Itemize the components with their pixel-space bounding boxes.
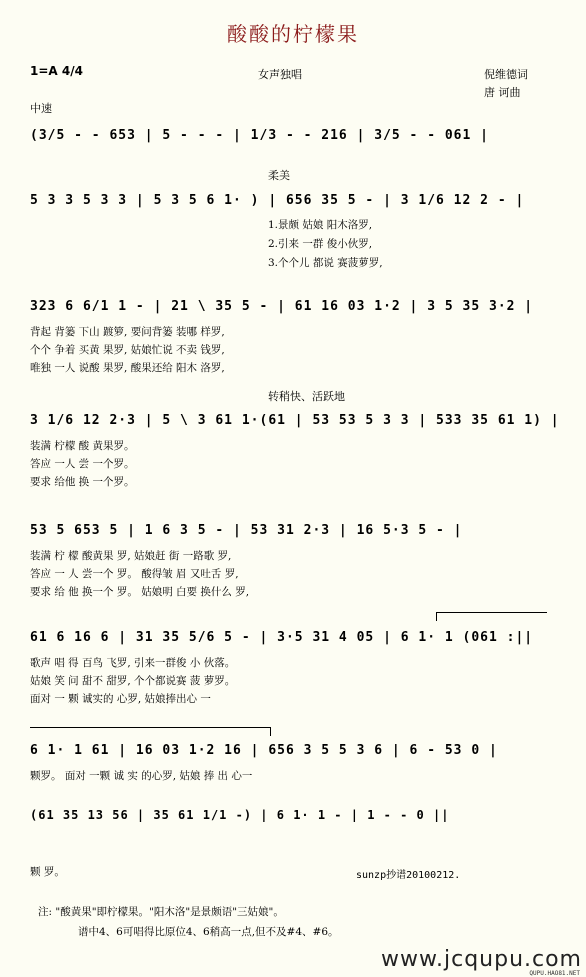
lyric-row-8: 颗 罗。 [30, 866, 65, 878]
lyric-row-2-verse-1: 1.景颇 姑娘 阳木洛罗, [268, 219, 373, 231]
score-row-8: (61 35 13 56 | 35 61 1/1 -) | 6 1· 1 - | 1 - - 0 || [30, 808, 450, 822]
direction-roumei: 柔美 [268, 169, 290, 182]
score-row-3: 323 6 6/1 1 - | 21 \ 35 5 - | 61 16 03 1·2 | 3 5 35 3·2 | [30, 299, 534, 314]
lyric-row-2-verse-3: 3.个个儿 都说 赛菠萝罗, [268, 257, 383, 269]
key-signature [30, 64, 83, 78]
lyric-row-6-verse-3: 面对 一 颗 诚实的 心罗, 姑娘捧出心 一 [30, 693, 211, 705]
score-row-1: (3/5 - - 653 | 5 - - - | 1/3 - - 216 | 3/5 - - 061 | [30, 128, 489, 143]
lyric-row-5-verse-2: 答应 一 人 尝一个 罗。 酸得皱 眉 又吐舌 罗, [30, 568, 239, 580]
composer: 唐 诃曲 [484, 86, 521, 99]
score-row-7: 6 1· 1 61 | 16 03 1·2 16 | 656 3 5 5 3 6 | 6 - 53 0 | [30, 743, 498, 758]
volta-bracket [436, 612, 547, 621]
lyric-row-3-verse-3: 唯独 一人 说酸 果罗, 酸果还给 阳木 洛罗, [30, 362, 225, 374]
transcriber-credit: sunzp抄谱20100212. [356, 870, 461, 881]
lyric-row-6-verse-2: 姑娘 笑 问 甜不 甜罗, 个个都说赛 菠 萝罗。 [30, 675, 236, 687]
lyric-row-3-verse-1: 背起 背篓 下山 踱箩, 要问背篓 装哪 样罗, [30, 326, 225, 338]
lyric-row-5-verse-1: 装满 柠 檬 酸黄果 罗, 姑娘赶 街 一路歌 罗, [30, 550, 232, 562]
lyric-row-2-verse-2: 2.引来 一群 俊小伙罗, [268, 238, 373, 250]
lyric-row-4-verse-2: 答应 一人 尝 一个罗。 [30, 458, 135, 470]
lyric-row-4-verse-1: 装满 柠檬 酸 黄果罗。 [30, 440, 135, 452]
lyric-row-3-verse-2: 个个 争着 买黄 果罗, 姑娘忙说 不卖 钱罗, [30, 344, 225, 356]
score-row-5: 53 5 653 5 | 1 6 3 5 - | 53 31 2·3 | 16 5·3 5 - | [30, 523, 463, 538]
watermark-sub: QUPU.HAO81.NET [529, 970, 580, 977]
time-signature: 4/4 [61, 64, 83, 78]
volta-bracket-3 [30, 727, 271, 736]
lyricist: 倪维德词 [484, 68, 528, 81]
score-row-4: 3 1/6 12 2·3 | 5 \ 3 61 1·(61 | 53 53 5 3 3 | 533 35 61 1) | [30, 413, 560, 428]
lyric-row-6-verse-1: 歌声 唱 得 百鸟 飞罗, 引来一群俊 小 伙落。 [30, 657, 236, 669]
key-label: 1=A [30, 64, 58, 78]
footnote-line-2: 谱中4、6可唱得比原位4、6稍高一点,但不及#4、#6。 [78, 926, 339, 938]
footnote-line-1: 注: "酸黄果"即柠檬果。"阳木洛"是景颇语"三姑娘"。 [38, 906, 284, 918]
tempo-marking: 中速 [30, 102, 52, 115]
score-row-6: 61 6 16 6 | 31 35 5/6 5 - | 3·5 31 4 05 | 6 1· 1 (061 :|| [30, 630, 534, 645]
page-title: 酸酸的柠檬果 [227, 22, 359, 46]
performance-type: 女声独唱 [258, 68, 302, 81]
lyric-row-7: 颗罗。 面对 一颗 诚 实 的心罗, 姑娘 捧 出 心一 [30, 770, 253, 782]
watermark-logo: www.jcqupu.com [381, 947, 582, 972]
score-row-2: 5 3 3 5 3 3 | 5 3 5 6 1· ) | 656 35 5 - | 3 1/6 12 2 - | [30, 193, 525, 208]
lyric-row-4-verse-3: 要求 给他 换 一个罗。 [30, 476, 135, 488]
lyric-row-5-verse-3: 要求 给 他 换一个 罗。 姑娘明 白要 换什么 罗, [30, 586, 250, 598]
direction-tempo-change: 转稍快、活跃地 [268, 390, 345, 403]
